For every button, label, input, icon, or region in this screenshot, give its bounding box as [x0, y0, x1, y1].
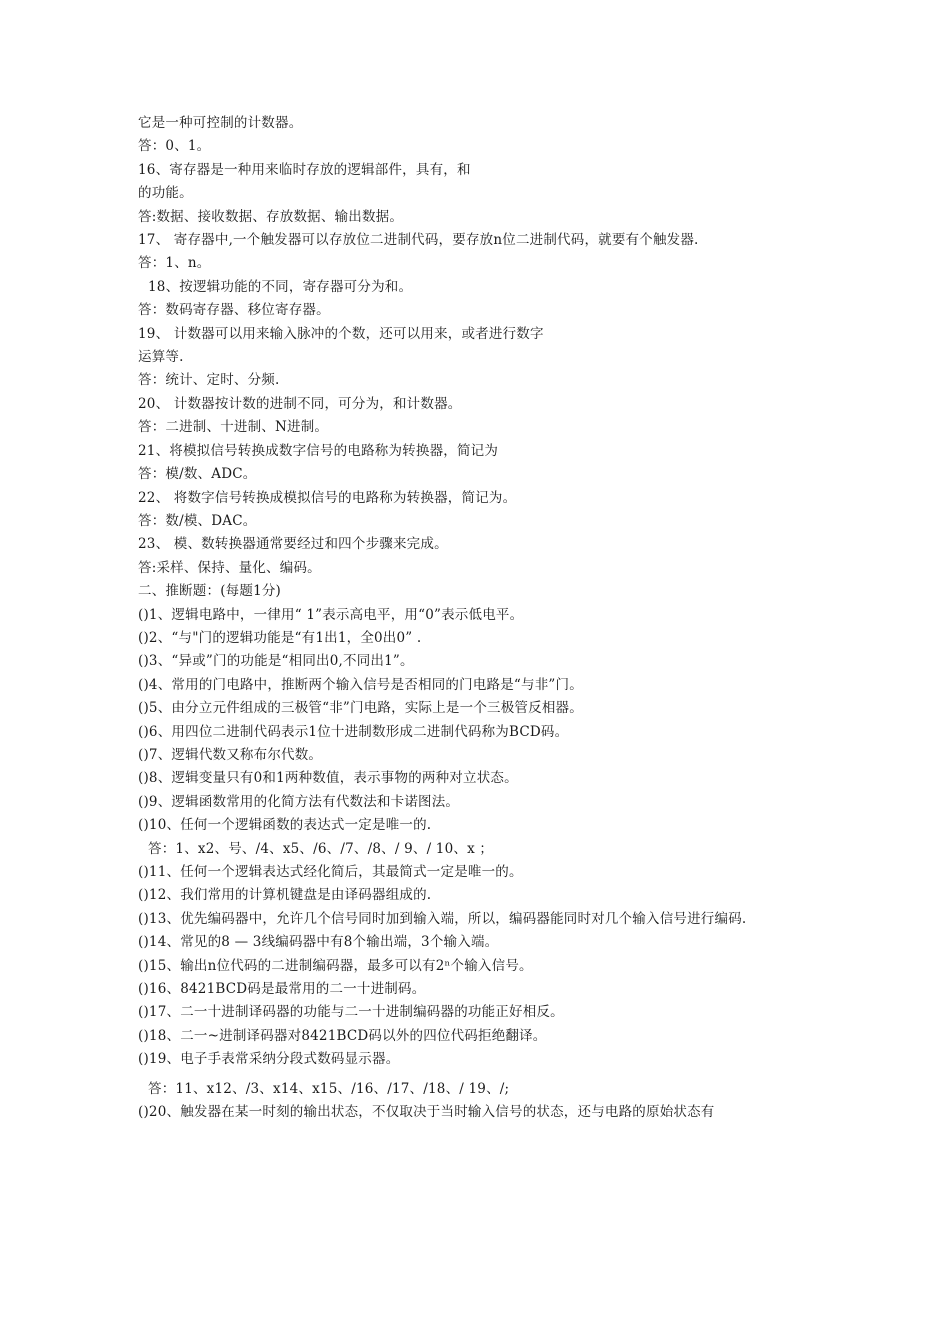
- answer-line: 答：数/模、DAC。: [138, 512, 257, 529]
- judgment-item-13: ()13、优先编码器中，允许几个信号同时加到输入端，所以，编码器能同时对几个输入信号进行编码.: [138, 910, 747, 927]
- judgment-item-11: ()11、任何一个逻辑表达式经化简后，其最简式一定是唯一的。: [138, 864, 523, 880]
- text-line: 它是一种可控制的计数器。: [138, 115, 303, 131]
- judgment-item-18: ()18、二一~进制译码器对8421BCD码以外的四位代码拒绝翻译。: [138, 1027, 547, 1044]
- question-23: 23、 模、数转换器通常要经过和四个步骤来完成。: [138, 536, 448, 553]
- judgment-item-14: ()14、常见的8 — 3线编码器中有8个输出端，3个输入端。: [138, 934, 499, 951]
- answer-line: 答：数码寄存器、移位寄存器。: [138, 302, 330, 319]
- answer-line: 答：0、1。: [138, 138, 211, 155]
- judgment-item-10: ()10、任何一个逻辑函数的表达式一定是唯一的.: [138, 817, 432, 834]
- judgment-item-5: ()5、由分立元件组成的三极管“非”门电路，实际上是一个三极管反相器。: [138, 700, 583, 717]
- judgment-item-16: ()16、8421BCD码是最常用的二一十进制码。: [138, 981, 426, 998]
- question-18: 18、按逻辑功能的不同，寄存器可分为和。: [148, 278, 413, 295]
- judgment-item-4: ()4、常用的门电路中，推断两个输入信号是否相同的门电路是“与非”门。: [138, 676, 583, 693]
- section-heading: 二、推断题：(每题1分): [138, 583, 282, 600]
- judgment-item-6: ()6、用四位二进制代码表示1位十进制数形成二进制代码称为BCD码。: [138, 723, 569, 740]
- judgment-item-8: ()8、逻辑变量只有0和1两种数值，表示事物的两种对立状态。: [138, 770, 518, 787]
- answer-line: 答：模/数、ADC。: [138, 466, 257, 483]
- judgment-item-3: ()3、“异或”门的功能是“相同出0,不同出1”。: [138, 653, 414, 670]
- judgment-item-2: ()2、“与"门的逻辑功能是“有1出1，全0出0” .: [138, 629, 422, 646]
- question-16: 16、寄存器是一种用来临时存放的逻辑部件，具有，和: [138, 161, 471, 178]
- text-line: 运算等.: [138, 349, 184, 366]
- answer-line: 答：1、x2、号、/4、x5、/6、/7、/8、/ 9、/ 10、x ；: [148, 840, 494, 857]
- answer-line: 答:数据、接收数据、存放数据、输出数据。: [138, 208, 404, 225]
- judgment-item-20: ()20、触发器在某一时刻的输出状态，不仅取决于当时输入信号的状态，还与电路的原始状态有: [138, 1104, 715, 1121]
- question-19: 19、 计数器可以用来输入脉冲的个数，还可以用来，或者进行数字: [138, 325, 544, 342]
- answer-line: 答：1、n。: [138, 255, 211, 272]
- answer-line: 答:采样、保持、量化、编码。: [138, 559, 321, 576]
- question-21: 21、将模拟信号转换成数字信号的电路称为转换器，简记为: [138, 442, 499, 459]
- judgment-item-7: ()7、逻辑代数又称布尔代数。: [138, 746, 323, 763]
- judgment-item-15: ()15、输出n位代码的二进制编码器，最多可以有2ⁿ个输入信号。: [138, 957, 533, 974]
- answer-line: 答：二进制、十进制、N进制。: [138, 419, 329, 436]
- judgment-item-9: ()9、逻辑函数常用的化简方法有代数法和卡诺图法。: [138, 793, 460, 810]
- judgment-item-19: ()19、电子手表常采纳分段式数码显示器。: [138, 1051, 400, 1068]
- judgment-item-1: ()1、逻辑电路中，一律用“ 1”表示高电平，用“0”表示低电平。: [138, 606, 524, 623]
- text-line: 的功能。: [138, 185, 193, 202]
- judgment-item-17: ()17、二一十进制译码器的功能与二一十进制编码器的功能正好相反。: [138, 1004, 564, 1021]
- answer-line: 答：统计、定时、分频.: [138, 372, 280, 389]
- judgment-item-12: ()12、我们常用的计算机键盘是由译码器组成的.: [138, 887, 432, 904]
- question-20: 20、 计数器按计数的进制不同，可分为，和计数器。: [138, 395, 462, 412]
- question-17: 17、 寄存器中,一个触发器可以存放位二进制代码，要存放n位二进制代码，就要有个触发器.: [138, 232, 699, 249]
- document-page: [138, 112, 828, 1124]
- answer-line: 答：11、x12、/3、x14、x15、/16、/17、/18、/ 19、/;: [148, 1080, 510, 1097]
- question-22: 22、 将数字信号转换成模拟信号的电路称为转换器，简记为。: [138, 489, 517, 506]
